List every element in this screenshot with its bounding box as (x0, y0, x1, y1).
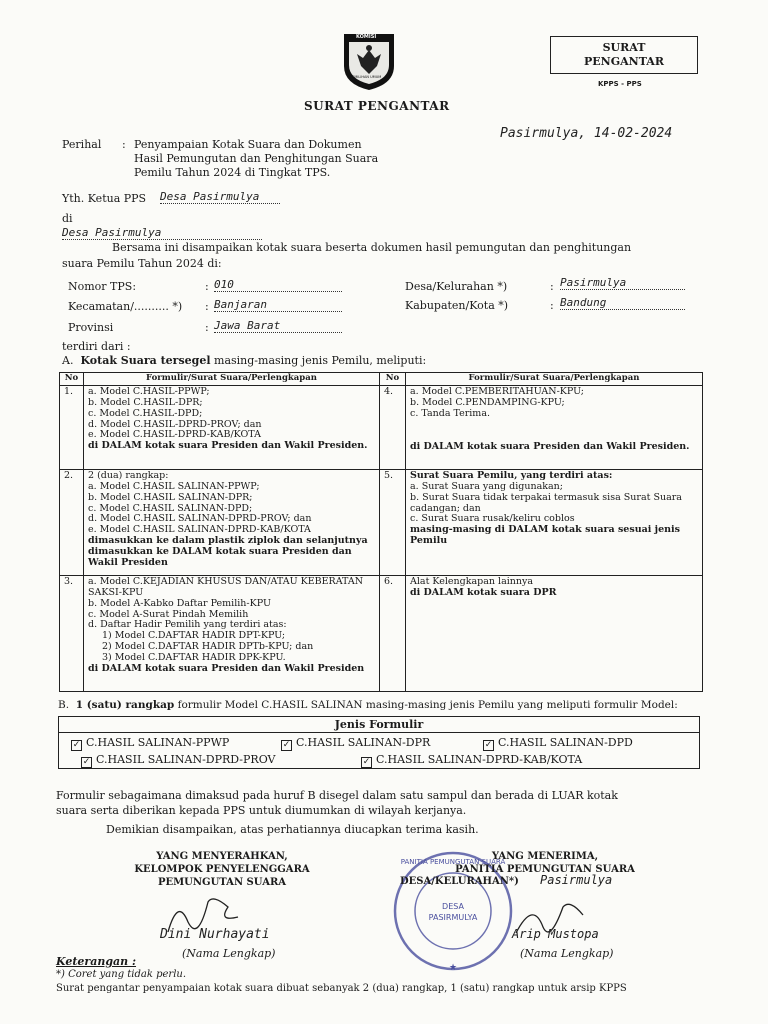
form-check-dprd-kab (361, 753, 582, 767)
list-item: Surat Suara Pemilu, yang terdiri atas: (410, 469, 613, 481)
row-no: 5. (380, 469, 406, 575)
list-item: b. Model A-Kabko Daftar Pemilih-KPU (88, 597, 271, 609)
list-item: a. Model C.HASIL SALINAN-PPWP; (88, 480, 260, 492)
kpu-logo (340, 28, 398, 92)
footer-note-1: *) Coret yang tidak perlu. (56, 969, 187, 980)
checkbox-checked-icon: ✓ (72, 740, 81, 750)
checkbox-checked-icon: ✓ (82, 757, 91, 767)
list-item: 2 (dua) rangkap: (88, 469, 169, 481)
di-label: di (62, 212, 73, 225)
row-content (84, 385, 380, 469)
table-row (60, 469, 703, 575)
right-signatory-name: Arip Mustopa (512, 927, 599, 941)
recipient-value: Desa Pasirmulya (160, 190, 280, 204)
perihal-line1: Penyampaian Kotak Suara dan Dokumen (134, 138, 362, 151)
closing-para1 (56, 788, 618, 818)
perihal-text (134, 138, 378, 180)
row-note: di DALAM kotak suara Presiden dan Wakil Presiden. (88, 440, 368, 452)
box-subtitle: KPPS - PPS (598, 80, 642, 88)
row-content (84, 469, 380, 575)
row-content (406, 469, 703, 575)
form-label: C.HASIL SALINAN-DPD (498, 736, 633, 749)
logo-text-top: KOMISI (356, 34, 377, 40)
table-row (60, 385, 703, 469)
closing-para2: Demikian disampaikan, atas perhatiannya diucapkan terima kasih. (106, 823, 479, 836)
box-title-line2: PENGANTAR (584, 55, 664, 68)
col-form-right: Formulir/Surat Suara/Perlengkapan (406, 373, 703, 386)
stamp-center-2: PASIRMULYA (428, 913, 478, 922)
list-item: 2) Model C.DAFTAR HADIR DPTb-KPU; dan (102, 641, 314, 653)
closing-para1-line1: Formulir sebagaimana dimaksud pada huruf B disegel dalam satu sampul dan berada di LUAR kotak (56, 789, 618, 802)
form-check-ppwp (71, 736, 229, 750)
form-label: C.HASIL SALINAN-DPR (296, 736, 431, 749)
perihal-line2: Hasil Pemungutan dan Penghitungan Suara (134, 152, 379, 165)
tps-label: Nomor TPS: (68, 280, 137, 293)
perihal-label: Perihal (62, 138, 102, 151)
perihal-colon: : (122, 138, 126, 151)
closing-para1-line2: suara serta diberikan kepada PPS untuk diumumkan di wilayah kerjanya. (56, 804, 467, 817)
section-a-heading (62, 354, 426, 367)
list-item: d. Model C.HASIL SALINAN-DPRD-PROV; dan (88, 513, 312, 525)
list-item: a. Model C.HASIL-PPWP; (88, 385, 210, 397)
right-sign-line1: YANG MENERIMA, (491, 851, 599, 862)
row-note: di DALAM kotak suara Presiden dan Wakil Presiden (88, 663, 365, 675)
list-item: c. Model A-Surat Pindah Memilih (88, 608, 249, 620)
left-signatory-name: Dini Nurhayati (160, 927, 270, 942)
section-a-title-rest: masing-masing jenis Pemilu, meliputi: (214, 354, 427, 367)
kabupaten-label: Kabupaten/Kota *) (405, 299, 509, 312)
row-note: dimasukkan ke dalam plastik ziplok dan selanjutnya dimasukkan ke DALAM kotak suara Presiden dan Wakil Presiden (88, 535, 368, 569)
row-content (406, 575, 703, 691)
section-a-table (59, 372, 703, 692)
desa-value: Pasirmulya (560, 276, 685, 290)
desa-label: Desa/Kelurahan *) (405, 280, 508, 293)
svg-text:★: ★ (448, 963, 458, 972)
list-item: e. Model C.HASIL SALINAN-DPRD-KAB/KOTA (88, 524, 311, 536)
col-no-right: No (380, 373, 406, 386)
logo-text-bottom: PEMILIHAN UMUM (350, 75, 382, 79)
list-item: 1) Model C.DAFTAR HADIR DPT-KPU; (102, 630, 286, 642)
table-header-row (60, 373, 703, 386)
list-item: a. Model C.KEJADIAN KHUSUS DAN/ATAU KEBERATAN SAKSI-KPU (88, 575, 364, 598)
list-item: c. Model C.HASIL-DPD; (88, 407, 203, 419)
intro-line2: suara Pemilu Tahun 2024 di: (62, 257, 222, 270)
keterangan-label: Keterangan : (56, 955, 137, 968)
perihal-line3: Pemilu Tahun 2024 di Tingkat TPS. (134, 166, 331, 179)
box-title-line1: SURAT (602, 41, 646, 54)
right-caption: (Nama Lengkap) (520, 947, 614, 960)
checkbox-checked-icon: ✓ (362, 757, 371, 767)
row-no: 4. (380, 385, 406, 469)
form-check-dpr (281, 736, 430, 750)
provinsi-value: Jawa Barat (214, 319, 342, 333)
row-note: masing-masing di DALAM kotak suara sesuai jenis Pemilu (410, 524, 681, 547)
list-item: di DALAM kotak suara DPR (410, 586, 557, 598)
form-label: C.HASIL SALINAN-PPWP (86, 736, 230, 749)
left-sign-line3: PEMUNGUTAN SUARA (157, 877, 287, 888)
list-item: e. Model C.HASIL-DPRD-KAB/KOTA (88, 429, 261, 441)
row-no: 2. (60, 469, 84, 575)
kecamatan-value: Banjaran (214, 298, 342, 312)
row-no: 6. (380, 575, 406, 691)
right-sign-line2: PANITIA PEMUNGUTAN SUARA (455, 864, 635, 875)
row-content (84, 575, 380, 691)
stamp-center-1: DESA (442, 902, 464, 911)
intro-line1: Bersama ini disampaikan kotak suara beserta dokumen hasil pemungutan dan penghitungan (112, 241, 632, 254)
left-caption: (Nama Lengkap) (182, 947, 276, 960)
table-row (60, 575, 703, 691)
stamp-ring-text: PANITIA PEMUNGUTAN SUARA (400, 858, 506, 866)
left-sign-line1: YANG MENYERAHKAN, (156, 851, 288, 862)
right-sign-line3: DESA/KELURAHAN*) (400, 876, 519, 887)
date-handwritten: Pasirmulya, 14-02-2024 (500, 126, 673, 141)
row-content (406, 385, 703, 469)
list-item: a. Surat Suara yang digunakan; (410, 480, 563, 492)
list-item: a. Model C.PEMBERITAHUAN-KPU; (410, 385, 584, 397)
kecamatan-label: Kecamatan/.......... *) (68, 300, 183, 313)
section-b-title-rest: formulir Model C.HASIL SALINAN masing-masing jenis Pemilu yang meliputi formulir Model: (177, 699, 678, 711)
jenis-formulir-header: Jenis Formulir (59, 717, 699, 733)
col-no-left: No (60, 373, 84, 386)
tps-value: 010 (214, 278, 342, 292)
form-check-dpd (483, 736, 633, 750)
page-title: SURAT PENGANTAR (304, 99, 450, 113)
left-signatory-heading (122, 850, 322, 889)
jenis-formulir-table (58, 716, 700, 769)
form-check-dprd-prov (81, 753, 275, 767)
list-item: c. Model C.HASIL SALINAN-DPD; (88, 502, 253, 514)
list-item: b. Model C.PENDAMPING-KPU; (410, 396, 565, 408)
list-item: b. Surat Suara tidak terpakai termasuk sisa Surat Suara cadangan; dan (410, 491, 682, 514)
document-type-box (550, 36, 698, 74)
row-note: di DALAM kotak suara Presiden dan Wakil Presiden. (410, 440, 690, 452)
row-no: 1. (60, 385, 84, 469)
list-item: d. Model C.HASIL-DPRD-PROV; dan (88, 418, 262, 430)
section-a-prefix: A. (62, 354, 74, 367)
checkbox-checked-icon: ✓ (484, 740, 493, 750)
list-item: c. Surat Suara rusak/keliru coblos (410, 513, 575, 525)
di-value: Desa Pasirmulya (62, 226, 262, 240)
right-desa-value: Pasirmulya (540, 873, 613, 887)
section-b-prefix: B. (58, 699, 70, 711)
list-item: b. Model C.HASIL SALINAN-DPR; (88, 491, 253, 503)
footer-note-2: Surat pengantar penyampaian kotak suara dibuat sebanyak 2 (dua) rangkap, 1 (satu) rangkap untuk arsip KPPS (56, 983, 627, 994)
section-a-title-bold: Kotak Suara tersegel (80, 354, 211, 367)
provinsi-label: Provinsi (68, 321, 114, 334)
kabupaten-value: Bandung (560, 296, 685, 310)
checkbox-checked-icon: ✓ (282, 740, 291, 750)
list-item: b. Model C.HASIL-DPR; (88, 396, 203, 408)
row-no: 3. (60, 575, 84, 691)
list-item: Alat Kelengkapan lainnya (410, 575, 534, 587)
section-b-title-bold: 1 (satu) rangkap (75, 699, 175, 711)
form-label: C.HASIL SALINAN-DPRD-KAB/KOTA (376, 753, 583, 766)
list-item: 3) Model C.DAFTAR HADIR DPK-KPU. (102, 652, 286, 664)
terdiri-dari: terdiri dari : (62, 340, 131, 353)
recipient-label: Yth. Ketua PPS (62, 192, 147, 205)
col-form-left: Formulir/Surat Suara/Perlengkapan (84, 373, 380, 386)
list-item: d. Daftar Hadir Pemilih yang terdiri atas: (88, 619, 287, 631)
section-b-heading (58, 699, 678, 711)
left-sign-line2: KELOMPOK PENYELENGGARA (134, 864, 310, 875)
form-label: C.HASIL SALINAN-DPRD-PROV (96, 753, 276, 766)
list-item: c. Tanda Terima. (410, 407, 490, 419)
